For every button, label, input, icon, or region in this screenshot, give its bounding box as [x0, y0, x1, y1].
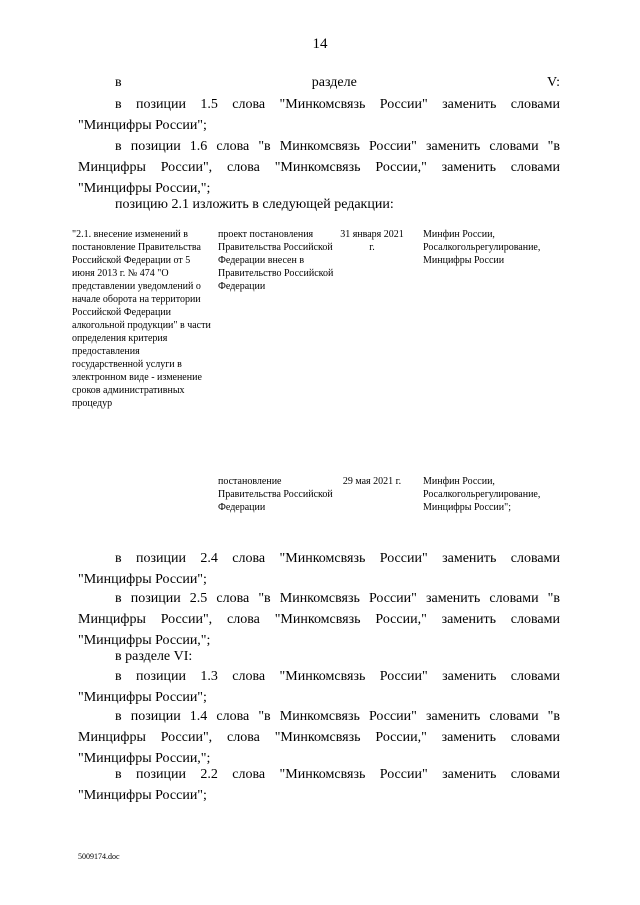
table-row1-executors: Минфин России, Росалкогольрегулирование, Минцифры России	[423, 229, 541, 266]
paragraph-position-2-1: позицию 2.1 изложить в следующей редакции:	[115, 197, 394, 212]
table-row1-result: проект постановления Правительства Российской Федерации внесен в Правительство Российской Федерации	[218, 229, 334, 292]
table-row2-executors: Минфин России, Росалкогольрегулирование, Минцифры России";	[423, 476, 541, 513]
paragraph-position-2-4: в позиции 2.4 слова "Минкомсвязь России" заменить словами "Минцифры России";	[78, 551, 560, 587]
table-row2-date: 29 мая 2021 г.	[342, 476, 402, 487]
paragraph-position-2-5: в позиции 2.5 слова "в Минкомсвязь России" заменить словами "в Минцифры России", слова "Минкомсвязь России," заменить словами "Минцифры России,";	[78, 591, 560, 648]
paragraph-position-1-5: в позиции 1.5 слова "Минкомсвязь России" заменить словами "Минцифры России";	[78, 97, 560, 133]
footer-filename: 5009174.doc	[78, 852, 120, 861]
page-number: 14	[312, 36, 328, 52]
paragraph-position-1-3: в позиции 1.3 слова "Минкомсвязь России" заменить словами "Минцифры России";	[78, 669, 560, 705]
paragraph-position-1-6: в позиции 1.6 слова "в Минкомсвязь России" заменить словами "в Минцифры России", слова "Минкомсвязь России," заменить словами "Минцифры России,";	[78, 139, 560, 196]
paragraph-position-2-2: в позиции 2.2 слова "Минкомсвязь России" заменить словами "Минцифры России";	[78, 767, 560, 803]
table-row2-result: постановление Правительства Российской Федерации	[218, 476, 333, 513]
paragraph-section-v: в разделе V:	[115, 75, 560, 90]
paragraph-position-1-4: в позиции 1.4 слова "в Минкомсвязь России" заменить словами "в Минцифры России", слова "Минкомсвязь России," заменить словами "Минцифры России,";	[78, 709, 560, 766]
table-row1-measure: "2.1. внесение изменений в постановление Правительства Российской Федерации от 5 июня 2013 г. № 474 "О представлении уведомлений о начале оборота на территории Российской Федерации алкогольной продукции" в части определения критерия предоставления государственной услуги в электронном виде - изменение сроков административных процедур	[72, 229, 211, 409]
table-row1-date: 31 января 2021 г.	[340, 229, 404, 253]
paragraph-section-vi: в разделе VI:	[115, 649, 193, 664]
